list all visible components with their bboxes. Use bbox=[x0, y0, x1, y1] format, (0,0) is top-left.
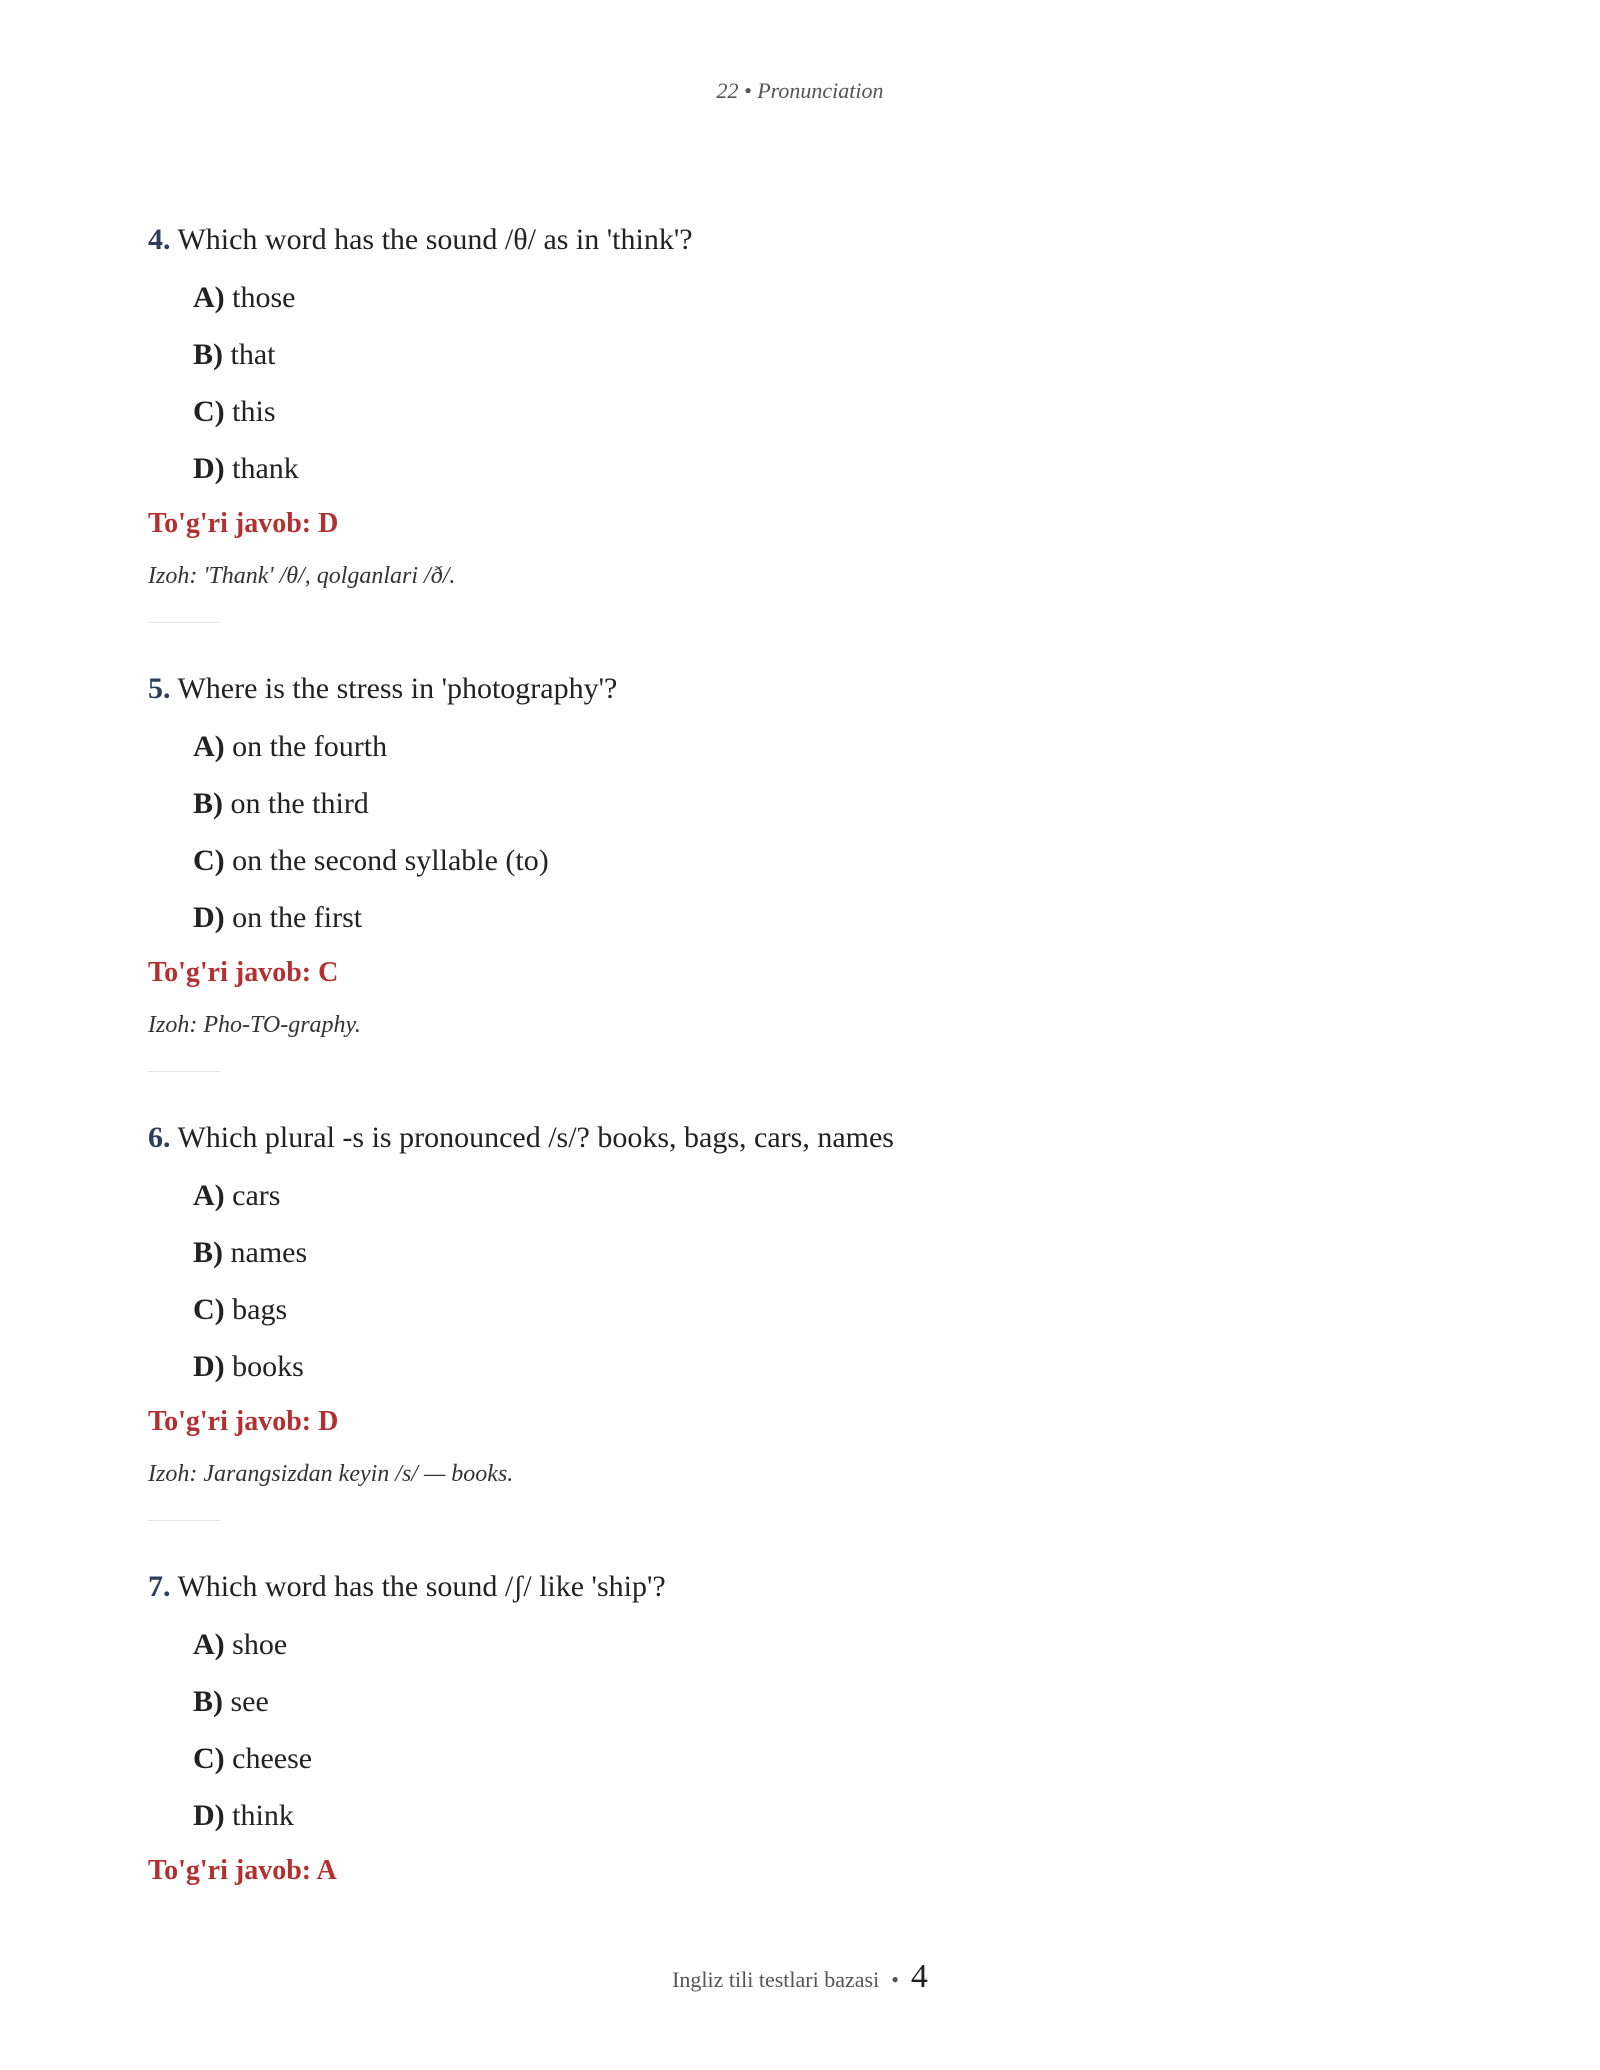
option-text: cheese bbox=[232, 1742, 313, 1775]
option-c bbox=[193, 1737, 1468, 1781]
option-d bbox=[193, 896, 1468, 940]
option-b bbox=[193, 1680, 1468, 1724]
question-number: 5. bbox=[148, 672, 171, 705]
options-list bbox=[193, 276, 1468, 491]
option-a bbox=[193, 1174, 1468, 1218]
option-a bbox=[193, 1623, 1468, 1667]
question-number: 4. bbox=[148, 223, 171, 256]
option-letter: A) bbox=[193, 281, 225, 314]
options-list bbox=[193, 1174, 1468, 1389]
option-d bbox=[193, 1345, 1468, 1389]
correct-answer: To'g'ri javob: D bbox=[148, 1406, 339, 1437]
option-text: names bbox=[230, 1236, 308, 1269]
question-number: 6. bbox=[148, 1121, 171, 1154]
option-text: those bbox=[232, 281, 296, 314]
option-letter: B) bbox=[193, 787, 223, 820]
option-text: on the first bbox=[232, 901, 363, 934]
option-text: cars bbox=[232, 1179, 281, 1212]
options-list bbox=[193, 725, 1468, 940]
question-5 bbox=[148, 667, 1468, 1072]
option-letter: D) bbox=[193, 901, 225, 934]
option-letter: A) bbox=[193, 1179, 225, 1212]
question-4 bbox=[148, 218, 1468, 623]
question-divider bbox=[148, 622, 220, 623]
option-letter: C) bbox=[193, 1293, 225, 1326]
correct-answer: To'g'ri javob: D bbox=[148, 508, 339, 539]
question-text bbox=[148, 218, 1468, 262]
option-text: this bbox=[232, 395, 276, 428]
footer-separator: • bbox=[891, 1967, 899, 1992]
question-text bbox=[148, 1116, 1468, 1160]
question-prompt: Which plural -s is pronounced /s/? books, bags, cars, names bbox=[177, 1121, 894, 1154]
option-letter: A) bbox=[193, 730, 225, 763]
question-7 bbox=[148, 1565, 1468, 1891]
option-letter: A) bbox=[193, 1628, 225, 1661]
option-text: see bbox=[230, 1685, 269, 1718]
option-d bbox=[193, 1794, 1468, 1838]
option-text: on the second syllable (to) bbox=[232, 844, 549, 877]
option-text: on the third bbox=[230, 787, 369, 820]
option-a bbox=[193, 276, 1468, 320]
option-a bbox=[193, 725, 1468, 769]
explanation: Izoh: 'Thank' /θ/, qolganlari /ð/. bbox=[148, 563, 456, 589]
option-text: bags bbox=[232, 1293, 288, 1326]
question-text bbox=[148, 667, 1468, 711]
question-divider bbox=[148, 1071, 220, 1072]
question-list bbox=[148, 218, 1468, 1905]
option-letter: B) bbox=[193, 1685, 223, 1718]
option-c bbox=[193, 390, 1468, 434]
option-c bbox=[193, 839, 1468, 883]
question-prompt: Which word has the sound /θ/ as in 'think'? bbox=[177, 223, 693, 256]
question-text bbox=[148, 1565, 1468, 1609]
option-letter: B) bbox=[193, 1236, 223, 1269]
footer-title: Ingliz tili testlari bazasi bbox=[672, 1967, 880, 1992]
option-letter: D) bbox=[193, 1799, 225, 1832]
option-text: thank bbox=[232, 452, 299, 485]
running-header: 22 • Pronunciation bbox=[716, 78, 884, 103]
option-text: books bbox=[232, 1350, 304, 1383]
explanation: Izoh: Jarangsizdan keyin /s/ — books. bbox=[148, 1461, 514, 1487]
explanation: Izoh: Pho-TO-graphy. bbox=[148, 1012, 361, 1038]
option-text: shoe bbox=[232, 1628, 288, 1661]
page-footer bbox=[0, 1958, 1600, 1996]
question-number: 7. bbox=[148, 1570, 171, 1603]
option-b bbox=[193, 1231, 1468, 1275]
question-prompt: Where is the stress in 'photography'? bbox=[177, 672, 618, 705]
option-b bbox=[193, 782, 1468, 826]
option-text: on the fourth bbox=[232, 730, 388, 763]
option-letter: D) bbox=[193, 452, 225, 485]
option-letter: D) bbox=[193, 1350, 225, 1383]
option-text: think bbox=[232, 1799, 294, 1832]
option-text: that bbox=[230, 338, 276, 371]
correct-answer: To'g'ri javob: A bbox=[148, 1855, 337, 1886]
option-letter: B) bbox=[193, 338, 223, 371]
question-prompt: Which word has the sound /ʃ/ like 'ship'? bbox=[177, 1570, 666, 1603]
option-d bbox=[193, 447, 1468, 491]
question-6 bbox=[148, 1116, 1468, 1521]
option-letter: C) bbox=[193, 1742, 225, 1775]
option-b bbox=[193, 333, 1468, 377]
option-c bbox=[193, 1288, 1468, 1332]
question-divider bbox=[148, 1520, 220, 1521]
correct-answer: To'g'ri javob: C bbox=[148, 957, 339, 988]
option-letter: C) bbox=[193, 395, 225, 428]
options-list bbox=[193, 1623, 1468, 1838]
option-letter: C) bbox=[193, 844, 225, 877]
page-number: 4 bbox=[910, 1958, 928, 1995]
